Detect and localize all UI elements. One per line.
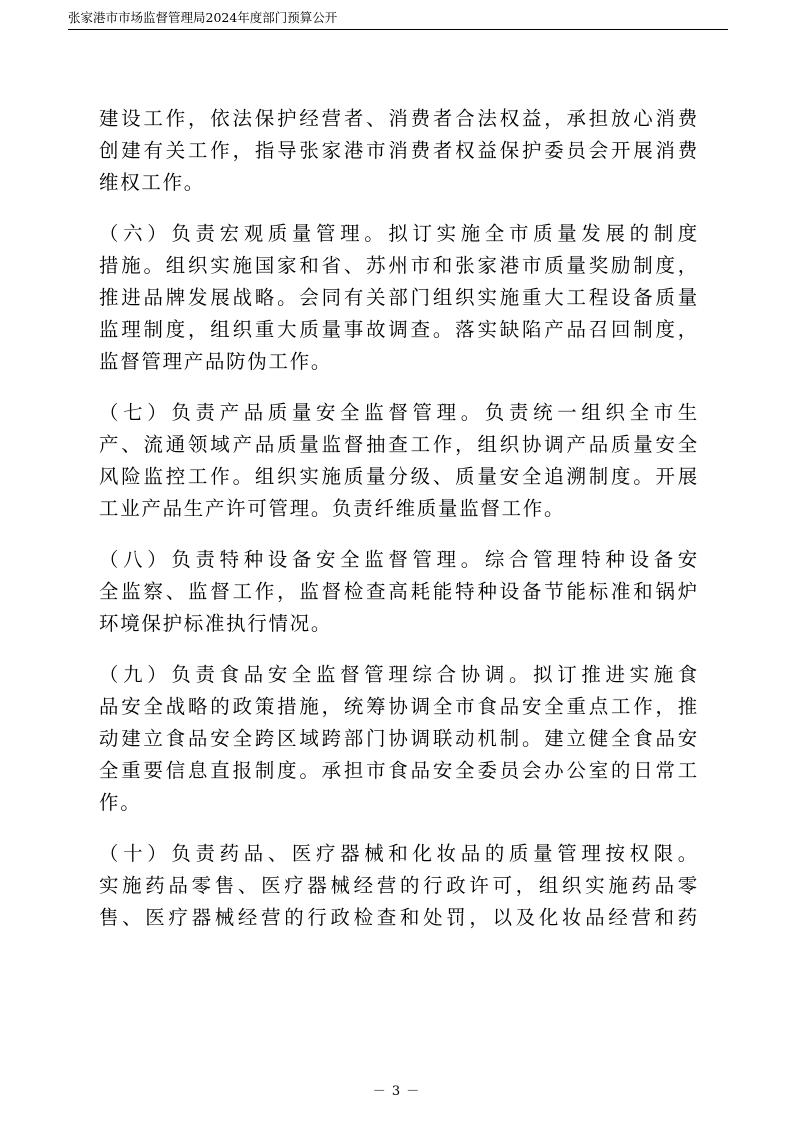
paragraph-3 <box>99 397 699 525</box>
paragraph-line: （六）负责宏观质量管理。拟订实施全市质量发展的制度 <box>99 222 699 245</box>
paragraph-5 <box>99 659 699 819</box>
paragraph-line: 创建有关工作，指导张家港市消费者权益保护委员会开展消费 <box>99 139 699 162</box>
paragraph-line: 动建立食品安全跨区域跨部门协调联动机制。建立健全食品安 <box>99 727 699 750</box>
paragraph-line: （七）负责产品质量安全监督管理。负责统一组织全市生 <box>99 401 699 424</box>
paragraph-line: 工业产品生产许可管理。负责纤维质量监督工作。 <box>99 497 566 520</box>
paragraph-line: 建设工作，依法保护经营者、消费者合法权益，承担放心消费 <box>99 107 699 130</box>
paragraph-4 <box>99 544 699 640</box>
header-divider <box>68 29 728 30</box>
document-body <box>99 103 699 934</box>
paragraph-line: 全重要信息直报制度。承担市食品安全委员会办公室的日常工 <box>99 759 699 782</box>
paragraph-line: 品安全战略的政策措施，统筹协调全市食品安全重点工作，推 <box>99 695 699 718</box>
paragraph-line: 风险监控工作。组织实施质量分级、质量安全追溯制度。开展 <box>99 465 699 488</box>
paragraph-line: 实施药品零售、医疗器械经营的行政许可，组织实施药品零 <box>99 874 699 897</box>
paragraph-line: 作。 <box>99 791 142 814</box>
paragraph-line: （八）负责特种设备安全监督管理。综合管理特种设备安 <box>99 548 699 571</box>
paragraph-6 <box>99 838 699 934</box>
page-number: － 3 － <box>372 1084 421 1099</box>
paragraph-line: （十）负责药品、医疗器械和化妆品的质量管理按权限。 <box>99 842 699 865</box>
paragraph-line: 售、医疗器械经营的行政检查和处罚，以及化妆品经营和药 <box>99 906 699 929</box>
paragraph-line: 维权工作。 <box>99 171 205 194</box>
paragraph-line: 监督管理产品防伪工作。 <box>99 350 333 373</box>
page-header-title: 张家港市市场监督管理局2024年度部门预算公开 <box>68 10 338 25</box>
paragraph-line: 推进品牌发展战略。会同有关部门组织实施重大工程设备质量 <box>99 286 699 309</box>
paragraph-line: 全监察、监督工作，监督检查高耗能特种设备节能标准和锅炉 <box>99 580 699 603</box>
paragraph-line: 环境保护标准执行情况。 <box>99 612 333 635</box>
paragraph-line: 措施。组织实施国家和省、苏州市和张家港市质量奖励制度， <box>99 254 699 277</box>
paragraph-line: 监理制度，组织重大质量事故调查。落实缺陷产品召回制度， <box>99 318 699 341</box>
paragraph-line: 产、流通领域产品质量监督抽查工作，组织协调产品质量安全 <box>99 433 699 456</box>
paragraph-2 <box>99 218 699 378</box>
paragraph-1 <box>99 103 699 199</box>
paragraph-line: （九）负责食品安全监督管理综合协调。拟订推进实施食 <box>99 663 699 686</box>
